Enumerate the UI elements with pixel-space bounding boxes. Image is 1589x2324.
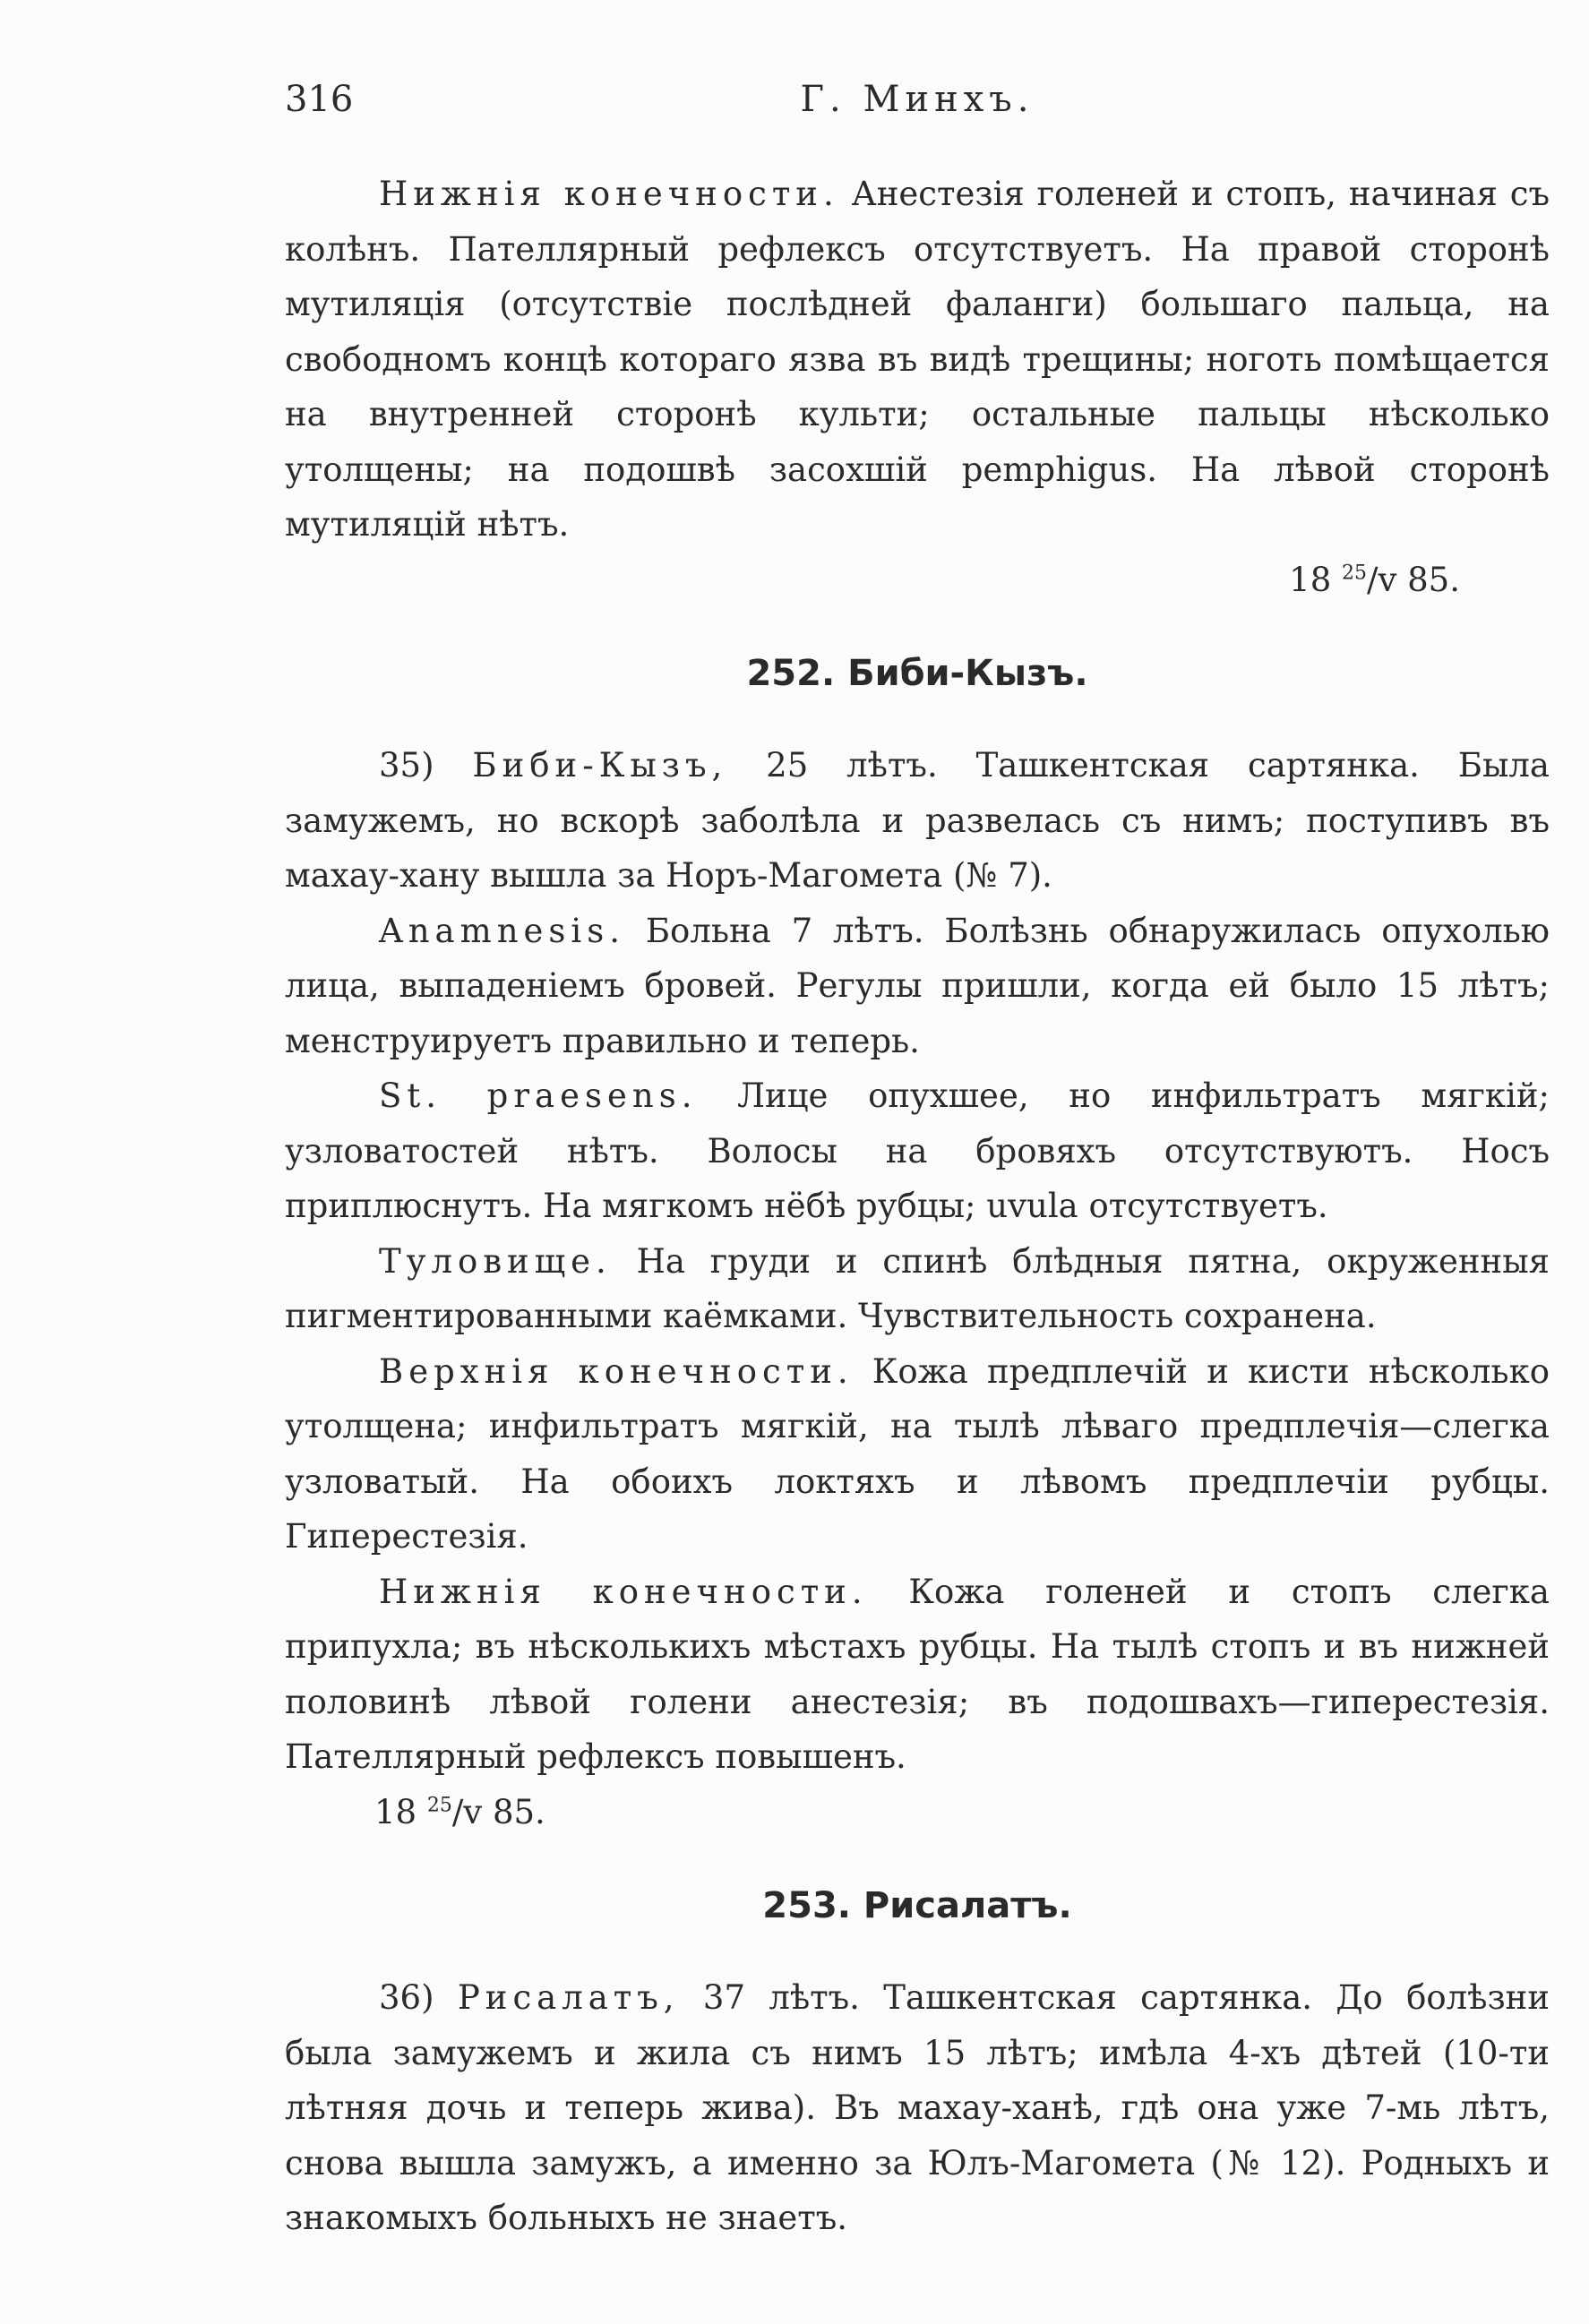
paragraph-252-intro: 35) Биби-Кызъ, 25 лѣтъ. Ташкентская сартянка. Была замужемъ, но вскорѣ заболѣла и развелась съ нимъ; поступивъ въ махау-хану вышла за Норъ-Магомета (№ 7). [285, 746, 1550, 895]
paragraph-252-trunk: Туловище. На груди и спинѣ блѣдныя пятна, окруженныя пигментированными каёмками. Чувствительность сохранена. [285, 1241, 1550, 1335]
running-head: Г. Минхъ. [800, 79, 1035, 120]
paragraph-253-intro: 36) Рисалатъ, 37 лѣтъ. Ташкентская сартянка. До болѣзни была замужемъ и жила съ нимъ 15 лѣтъ; имѣла 4-хъ дѣтей (10-ти лѣтняя дочь и теперь жива). Въ махау-ханѣ, гдѣ она уже 7-мь лѣтъ, снова вышла замужъ, а именно за Юлъ-Магомета (№ 12). Родныхъ и знакомыхъ больныхъ не знаетъ. [285, 1978, 1550, 2237]
intro-paragraph [285, 167, 1550, 607]
section-heading-252: 252. Биби-Кызъ. [746, 653, 1088, 694]
praesens-label: St. praesens. [379, 1076, 698, 1115]
paragraph-252-praesens: St. praesens. Лице опухшее, но инфильтратъ мягкій; узловатостей нѣтъ. Волосы на бровяхъ отсутствуютъ. Носъ приплюснутъ. На мягкомъ нёбѣ рубцы; uvula отсутствуетъ. [285, 1076, 1550, 1225]
page-header [285, 79, 1550, 133]
upper-limbs-label: Верхнія конечности. [379, 1351, 854, 1391]
intro-text: Анестезія голеней и стопъ, начиная съ колѣнъ. Пателлярный рефлексъ отсутствуетъ. На правой сторонѣ мутиляція (отсутствіе послѣдней фаланги) большаго пальца, на свободномъ концѣ котораго язва въ видѣ трещины; ноготь помѣщается на внутренней сторонѣ культи; остальные пальцы нѣсколько утолщены; на подошвѣ засохшій pemphigus. На лѣвой сторонѣ мутиляцій нѣтъ. [285, 175, 1550, 544]
page-number: 316 [285, 79, 354, 120]
intro-date: 18 $^{25}$/v 85. [1289, 560, 1460, 599]
trunk-label: Туловище. [379, 1241, 612, 1281]
paragraph-252-upper-limbs: Верхнія конечности. Кожа предплечій и кисти нѣсколько утолщена; инфильтратъ мягкій, на тылѣ лѣваго предплечія—слегка узловатый. На обоихъ локтяхъ и лѣвомъ предплечіи рубцы. Гиперестезія. [285, 1351, 1550, 1556]
intro-label: Нижнія конечности. [379, 175, 839, 213]
section-heading-253: 253. Рисалатъ. [762, 1885, 1072, 1926]
date-252: 18 $^{25}$/v 85. [374, 1792, 545, 1831]
paragraph-252-lower-limbs: Нижнія конечности. Кожа голеней и стопъ слегка припухла; въ нѣсколькихъ мѣстахъ рубцы. На тылѣ стопъ и въ нижней половинѣ лѣвой голени анестезія; въ подошвахъ—гиперестезія. Пателлярный рефлексъ повышенъ. [285, 1572, 1550, 1776]
paragraph-252-anamnesis: Anamnesis. Больна 7 лѣтъ. Болѣзнь обнаружилась опухолью лица, выпаденіемъ бровей. Регулы пришли, когда ей было 15 лѣтъ; менструируетъ правильно и теперь. [285, 911, 1550, 1060]
anamnesis-label: Anamnesis. [379, 911, 625, 950]
page-body [285, 167, 1550, 2246]
patient-name: Биби-Кызъ, [472, 746, 728, 785]
lower-limbs-label: Нижнія конечности. [379, 1572, 868, 1611]
patient-name-253: Рисалатъ, [457, 1978, 680, 2017]
